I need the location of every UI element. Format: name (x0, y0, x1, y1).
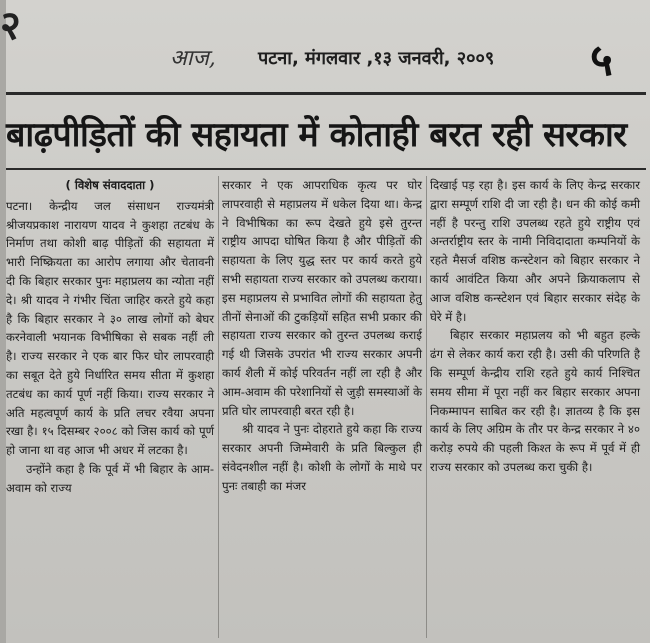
paragraph: दिखाई पड़ रहा है। इस कार्य के लिए केन्द्र सरकार द्वारा सम्पूर्ण राशि दी जा रही है। धन की कोई कमी नहीं है परन्तु राशि उपलब्ध रहते हुये राष्ट्रीय एवं अन्तर्राष्ट्रीय स्तर के नामी निविदादाता कम्पनियों के रहते मैसर्ज वशिष्ठ कन्स्टेशन को बिहार सरकार ने कार्य आवंटित किया और अपने क्रियाकलाप से आज वशिष्ठ कन्स्टेशन एवं बिहार सरकार संदेह के घेरे में है। (430, 178, 640, 324)
headline-rule (6, 168, 646, 170)
paragraph: उन्होंने कहा है कि पूर्व में भी बिहार के आम-अवाम को राज्य (6, 461, 214, 495)
article-column-2 (222, 176, 422, 496)
paragraph: पटना। केन्द्रीय जल संसाधन राज्यमंत्री श्रीजयप्रकाश नारायण यादव ने कुशहा तटबंध के निर्माण तथा कोशी बाढ़ पीड़ितों की सहायता में भारी निष्क्रियता का आरोप लगाया और चेतावनी दी कि बिहार सरकार पुनः महाप्रलय का न्योता नहीं दे। श्री यादव ने गंभीर चिंता जाहिर करते हुये कहा है कि बिहार सरकार ने ३० लाख लोगों को बेघर करनेवाली भयानक विभीषिका से सबक नहीं ली है। राज्य सरकार ने एक बार फिर घोर लापरवाही का सबूत देते हुये निर्धारित समय सीता में कुशहा तटबंध का कार्य पूर्ण नहीं किया। राज्य सरकार ने अति महत्वपूर्ण कार्य के प्रति लचर रवैया अपना रखा है। १५ दिसम्बर २००८ को जिस कार्य को पूर्ण हो जाना था वह आज भी अधर में लटका है। (6, 198, 214, 458)
paragraph: बिहार सरकार महाप्रलय को भी बहुत हल्के ढंग से लेकर कार्य करा रही है। उसी की परिणति है कि सम्पूर्ण केन्द्रीय राशि रहते हुये कार्य निश्चित समय सीमा में पूरा नहीं कर बिहार सरकार अपना निकम्मापन साबित कर रही है। ज्ञातव्य है कि इस कार्य के लिए अग्रिम के तौर पर केन्द्र सरकार ने ४० करोड़ रुपये की पहली किश्त के रूप में पूर्व में ही राज्य सरकार को उपलब्ध करा चुकी है। (430, 328, 640, 474)
masthead-rule (6, 92, 646, 95)
article-column-1 (6, 176, 214, 498)
masthead (150, 28, 630, 88)
page-number: ५ (590, 35, 613, 86)
previous-page-fragment: २ (0, 3, 21, 49)
column-divider (218, 176, 219, 638)
newspaper-logo: आज, (170, 46, 216, 71)
paragraph: सरकार ने एक आपराधिक कृत्य पर घोर लापरवाही से महाप्रलय में धकेल दिया था। केन्द्र ने विभीषिका का रूप देखते हुये इसे तुरन्त राष्ट्रीय आपदा घोषित किया है और पीड़ितों की सहायता के लिए युद्ध स्तर पर कार्य करते हुये सभी सहायता राज्य सरकार को उपलब्ध कराया। इस महाप्रलय से प्रभावित लोगों की सहायता हेतु तीनों सेनाओं की टुकड़ियों सहित सभी प्रकार की सहायता राज्य सरकार को तुरन्त उपलब्ध कराई गई थी जिसके उपरांत भी राज्य सरकार अपनी कार्य शैली में कोई परिवर्तन नहीं ला रही है और आम-अवाम की परेशानियों से जुड़ी समस्याओं के प्रति घोर लापरवाही बरत रही है। (222, 178, 422, 418)
article-column-3 (430, 176, 640, 477)
byline: ( विशेष संवाददाता ) (65, 178, 155, 192)
headline: बाढ़पीड़ितों की सहायता में कोताही बरत रही सरकार (6, 115, 627, 155)
column-divider (426, 176, 427, 638)
dateline: पटना, मंगलवार ,१३ जनवरी, २००९ (258, 48, 495, 69)
paragraph: श्री यादव ने पुनः दोहराते हुये कहा कि राज्य सरकार अपनी जिम्मेवारी के प्रति बिल्कुल ही संवेदनशील नहीं है। कोशी के लोगों के माथे पर पुनः तबाही का मंजर (222, 422, 422, 493)
